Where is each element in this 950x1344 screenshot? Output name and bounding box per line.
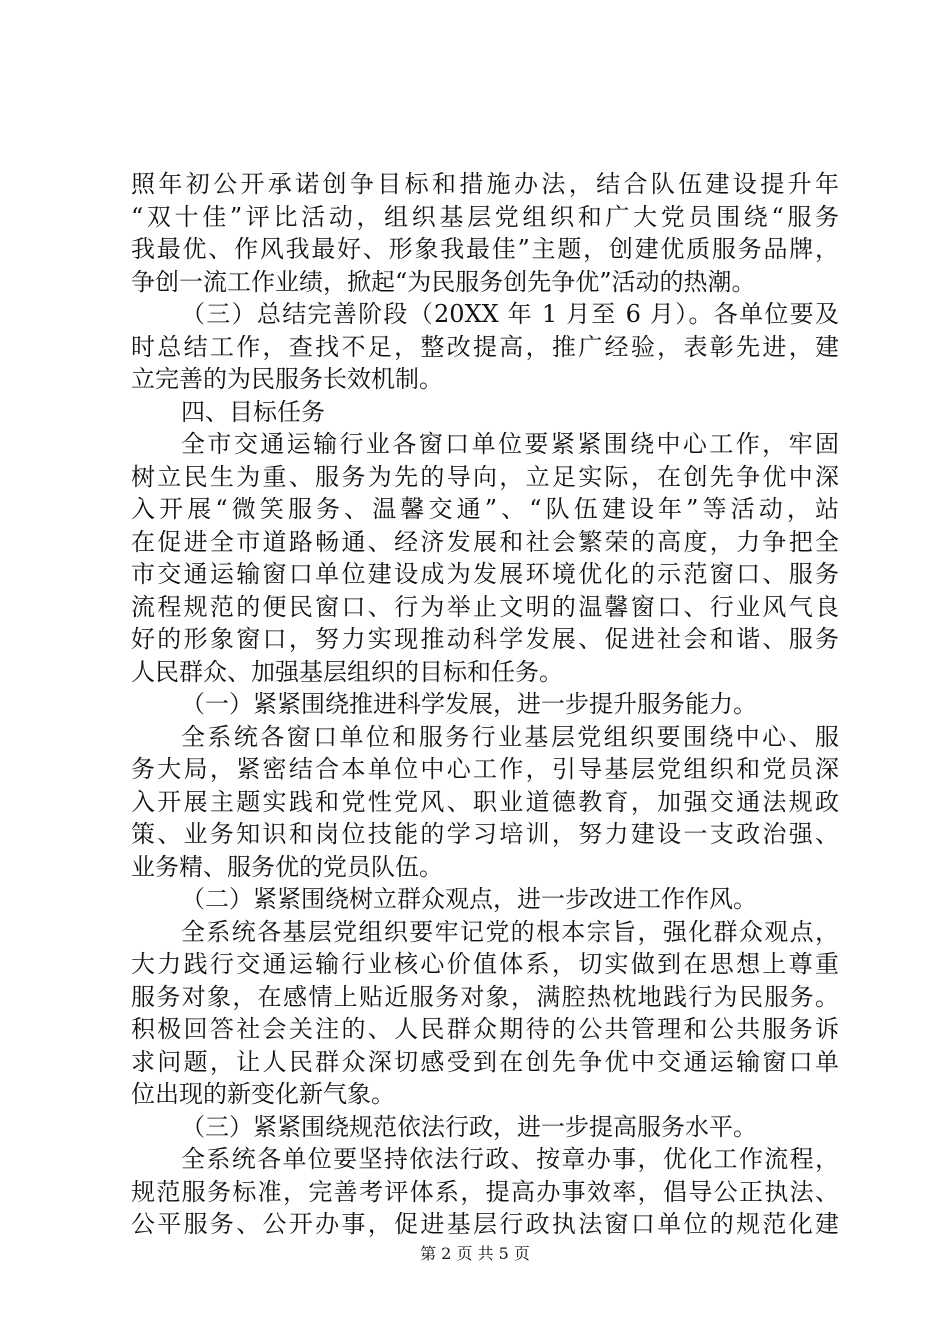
text-line: 公平服务、公开办事，促进基层行政执法窗口单位的规范化建 — [131, 1210, 839, 1238]
text-line: 争创一流工作业绩，掀起“为民服务创先争优”活动的热潮。 — [131, 267, 756, 296]
text-line: 业务精、服务优的党员队伍。 — [131, 852, 443, 881]
text-line: 策、业务知识和岗位技能的学习培训，努力建设一支政治强、 — [131, 820, 839, 848]
text-line: 全系统各基层党组织要牢记党的根本宗旨，强化群众观点， — [181, 917, 839, 946]
text-line: 积极回答社会关注的、人民群众期待的公共管理和公共服务诉 — [131, 1015, 839, 1043]
text-line: 我最优、作风我最好、形象我最佳”主题，创建优质服务品牌， — [131, 235, 839, 263]
text-line: 入开展主题实践和党性党风、职业道德教育，加强交通法规政 — [131, 787, 839, 816]
text-line: 好的形象窗口，努力实现推动科学发展、促进社会和谐、服务 — [131, 625, 839, 653]
text-line: 规范服务标准，完善考评体系，提高办事效率，倡导公正执法、 — [131, 1177, 839, 1206]
page-footer: 第 2 页 共 5 页 — [420, 1244, 530, 1263]
text-line: 市交通运输窗口单位建设成为发展环境优化的示范窗口、服务 — [131, 560, 839, 588]
text-line: “双十佳”评比活动，组织基层党组织和广大党员围绕“服务 — [131, 202, 839, 231]
text-line: 全系统各窗口单位和服务行业基层党组织要围绕中心、服 — [181, 722, 839, 751]
text-line: 时总结工作，查找不足，整改提高，推广经验，表彰先进，建 — [131, 332, 839, 361]
document-body — [131, 168, 839, 1241]
text-line: 在促进全市道路畅通、经济发展和社会繁荣的高度，力争把全 — [131, 527, 839, 556]
text-line: 流程规范的便民窗口、行为举止文明的温馨窗口、行业风气良 — [131, 592, 839, 621]
text-line: 服务对象，在感情上贴近服务对象，满腔热枕地践行为民服务。 — [131, 982, 839, 1011]
text-line: 大力践行交通运输行业核心价值体系，切实做到在思想上尊重 — [131, 950, 839, 978]
text-line: （一）紧紧围绕推进科学发展，进一步提升服务能力。 — [181, 690, 757, 718]
text-line: 全市交通运输行业各窗口单位要紧紧围绕中心工作，牢固 — [181, 430, 839, 458]
text-line: 入开展“微笑服务、温馨交通”、“队伍建设年”等活动，站 — [131, 495, 839, 523]
text-line: 四、目标任务 — [181, 397, 325, 426]
text-line: 人民群众、加强基层组织的目标和任务。 — [131, 657, 563, 686]
text-line: 立完善的为民服务长效机制。 — [131, 365, 443, 393]
text-line: 全系统各单位要坚持依法行政、按章办事，优化工作流程， — [181, 1145, 839, 1173]
text-line: （二）紧紧围绕树立群众观点，进一步改进工作作风。 — [181, 885, 757, 913]
text-line: （三）紧紧围绕规范依法行政，进一步提高服务水平。 — [181, 1112, 757, 1141]
text-line: 求问题，让人民群众深切感受到在创先争优中交通运输窗口单 — [131, 1047, 839, 1076]
text-line: 树立民生为重、服务为先的导向，立足实际，在创先争优中深 — [131, 462, 839, 491]
text-line: 位出现的新变化新气象。 — [131, 1080, 395, 1108]
text-line: 务大局，紧密结合本单位中心工作，引导基层党组织和党员深 — [131, 755, 839, 783]
text-line: （三）总结完善阶段（20XX 年 1 月至 6 月）。各单位要及 — [181, 300, 839, 328]
text-line: 照年初公开承诺创争目标和措施办法，结合队伍建设提升年 — [131, 170, 839, 198]
